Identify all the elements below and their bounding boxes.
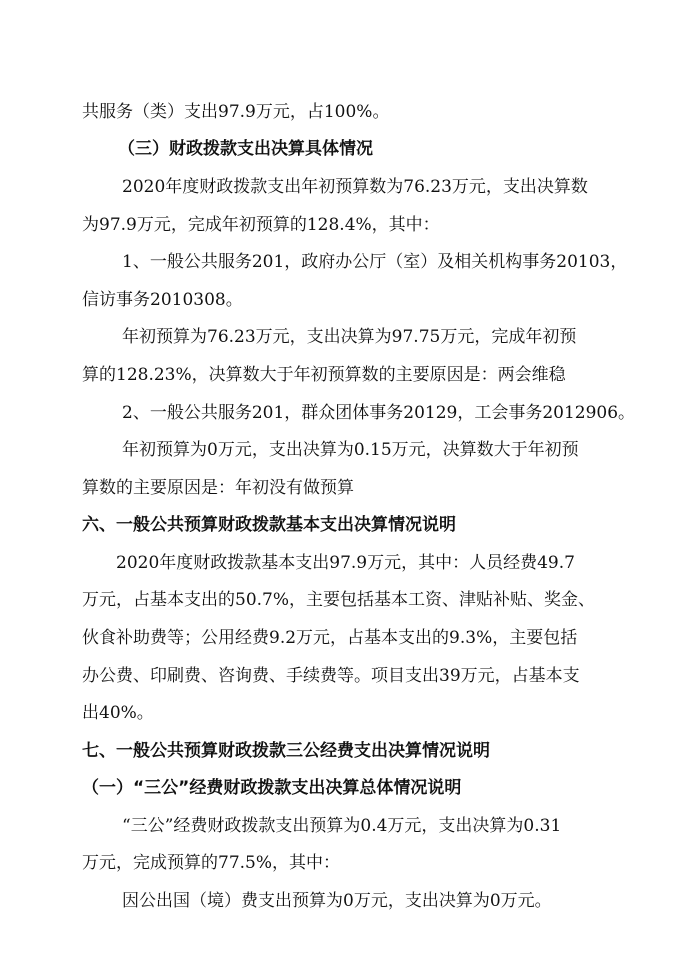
body-text-line: 万元，占基本支出的50.7%，主要包括基本工资、津贴补贴、奖金、 [82, 590, 596, 610]
body-text-line: 1、一般公共服务201，政府办公厅（室）及相关机构事务20103， [122, 252, 628, 272]
body-text-line: 算的128.23%，决算数大于年初预算数的主要原因是：两会维稳 [82, 365, 566, 385]
section-heading: 七、一般公共预算财政拨款三公经费支出决算情况说明 [82, 741, 490, 761]
subsection-heading: （一）“三公”经费财政拨款支出决算总体情况说明 [82, 778, 462, 798]
body-text-line: 万元，完成预算的77.5%，其中： [82, 853, 341, 873]
subsection-heading: （三）财政拨款支出决算具体情况 [118, 139, 373, 159]
section-heading: 六、一般公共预算财政拨款基本支出决算情况说明 [82, 515, 456, 535]
body-text-line: 出40%。 [82, 703, 154, 723]
body-text-line: 2020年度财政拨款支出年初预算数为76.23万元，支出决算数 [122, 177, 588, 197]
body-text-line: 为97.9万元，完成年初预算的128.4%，其中： [82, 215, 440, 235]
body-text-line: 共服务（类）支出97.9万元，占100%。 [82, 102, 390, 122]
body-text-line: 2、一般公共服务201，群众团体事务20129，工会事务2012906。 [122, 403, 636, 423]
body-text-line: 年初预算为0万元，支出决算为0.15万元，决算数大于年初预 [122, 440, 579, 460]
body-text-line: 因公出国（境）费支出预算为0万元，支出决算为0万元。 [122, 891, 552, 911]
body-text-line: 算数的主要原因是：年初没有做预算 [82, 478, 354, 498]
body-text-line: 办公费、印刷费、咨询费、手续费等。项目支出39万元，占基本支 [82, 666, 580, 686]
body-text-line: 年初预算为76.23万元，支出决算为97.75万元，完成年初预 [122, 327, 577, 347]
body-text-line: 信访事务2010308。 [82, 290, 243, 310]
body-text-line: 2020年度财政拨款基本支出97.9万元，其中：人员经费49.7 [116, 553, 575, 573]
body-text-line: 伙食补助费等；公用经费9.2万元，占基本支出的9.3%，主要包括 [82, 628, 578, 648]
body-text-line: “三公”经费财政拨款支出预算为0.4万元，支出决算为0.31 [122, 816, 562, 836]
